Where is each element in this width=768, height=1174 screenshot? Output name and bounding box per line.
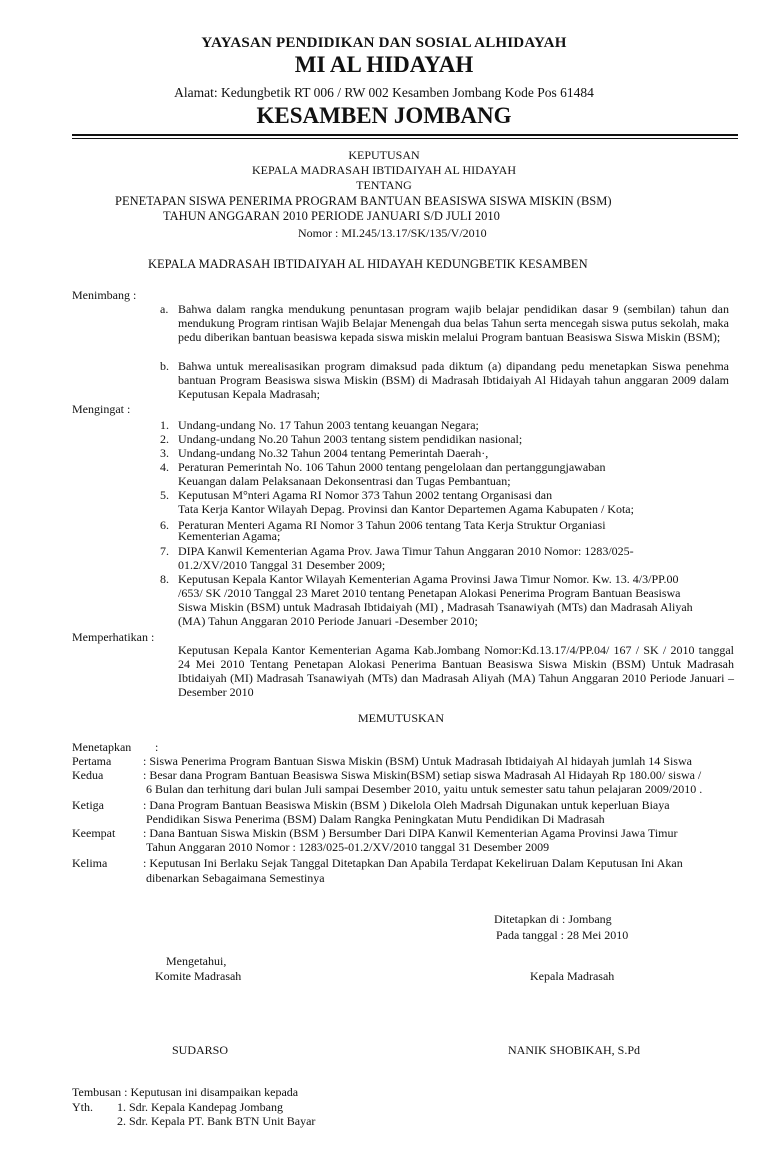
issued-place: Ditetapkan di : Jombang (494, 912, 612, 926)
diktum-label-kedua: Kedua (72, 768, 104, 782)
title-subject: PENETAPAN SISWA PENERIMA PROGRAM BANTUAN BEASISWA SISWA MISKIN (BSM) (115, 194, 612, 208)
title-tentang: TENTANG (356, 178, 412, 192)
diktum-kelima: : Keputusan Ini Berlaku Sejak Tanggal Ditetapkan Dan Apabila Terdapat Kekeliruan Dalam Keputusan Ini Akan (143, 856, 683, 870)
diktum-label-keempat: Keempat (72, 826, 116, 840)
mengingat-item-4: Peraturan Pemerintah No. 106 Tahun 2000 tentang pengelolaan dan pertanggungjawaban (178, 460, 606, 474)
title-keputusan: KEPUTUSAN (348, 148, 420, 162)
menetapkan-label: Menetapkan (72, 740, 132, 754)
diktum-keempat: : Dana Bantuan Siswa Miskin (BSM ) Bersumber Dari DIPA Kanwil Kementerian Agama Provinsi Jawa Timur (143, 826, 678, 840)
school-name: MI AL HIDAYAH (294, 52, 474, 77)
mengingat-item-8: Keputusan Kepala Kantor Wilayah Kementerian Agama Provinsi Jawa Timur Nomor. Kw. 13. 4/3/PP.00 (178, 572, 679, 586)
mengingat-mark-8: 8. (160, 572, 169, 586)
mengingat-item-6: Peraturan Menteri Agama RI Nomor 3 Tahun 2006 tentang Tata Kerja Struktur Organiasi (178, 518, 606, 532)
signature-left-name: SUDARSO (172, 1043, 229, 1057)
header-rule-thick (72, 134, 738, 136)
tembusan-item-2: 2. Sdr. Kepala PT. Bank BTN Unit Bayar (117, 1114, 316, 1128)
mengingat-item-4-cont: Keuangan dalam Pelaksanaan Dekonsentrasi dan Tugas Pembantuan; (178, 474, 511, 488)
menimbang-item-b: Bahwa untuk merealisasikan program dimaksud pada diktum (a) dipandang pedu menetapkan Siswa penehma bantuan Program Beasiswa siswa Miskin (BSM) di Madrasah Ibtidaiyah Al Hidayah tahun anggaran 2009 dalam Keputusan Kepala Madrasah; (178, 359, 729, 401)
diktum-kedua: : Besar dana Program Bantuan Beasiswa Siswa Miskin(BSM) setiap siswa Madrasah Al Hidayah Rp 180.00/ siswa / (143, 768, 702, 782)
mengingat-item-3: Undang-undang No.32 Tahun 2004 tentang Pemerintah Daerah·, (178, 446, 489, 460)
tembusan-heading: Tembusan : Keputusan ini disampaikan kepada (72, 1085, 299, 1099)
diktum-ketiga-cont: Pendidikan Siswa Penerima (BSM) Dalam Rangka Peningkatan Mutu Pendidikan Di Madrasah (146, 812, 605, 826)
mengingat-item-5-cont: Tata Kerja Kantor Wilayah Depag. Provinsi dan Kantor Departemen Agama Kabupaten / Kota; (178, 502, 634, 516)
diktum-label-kelima: Kelima (72, 856, 108, 870)
diktum-pertama: : Siswa Penerima Program Bantuan Siswa Miskin (BSM) Untuk Madrasah Ibtidaiyah Al hidayah jumlah 14 Siswa (143, 754, 692, 768)
decree-number: Nomor : MI.245/13.17/SK/135/V/2010 (298, 226, 487, 240)
diktum-ketiga: : Dana Program Bantuan Beasiswa Miskin (BSM ) Dikelola Oleh Madrsah Digunakan untuk keperluan Biaya (143, 798, 670, 812)
menimbang-mark-b: b. (160, 359, 169, 373)
memperhatikan-label: Memperhatikan : (72, 630, 155, 644)
mengingat-mark-2: 2. (160, 432, 169, 446)
title-issuer-line: KEPALA MADRASAH IBTIDAIYAH AL HIDAYAH (251, 163, 517, 177)
mengingat-item-6-cont: Kementerian Agama; (178, 529, 281, 543)
diktum-label-ketiga: Ketiga (72, 798, 104, 812)
mengingat-mark-6: 6. (160, 518, 169, 532)
mengingat-item-7: DIPA Kanwil Kementerian Agama Prov. Jawa Timur Tahun Anggaran 2010 Nomor: 1283/025- (178, 544, 634, 558)
mengingat-mark-7: 7. (160, 544, 169, 558)
header-rule-thin (72, 138, 738, 139)
diktum-kedua-cont: 6 Bulan dan terhitung dari bulan Juli sampai Desember 2010, yaitu untuk semester satu tahun pelajaran 2009/2010 . (146, 782, 703, 796)
issuer-heading: KEPALA MADRASAH IBTIDAIYAH AL HIDAYAH KEDUNGBETIK KESAMBEN (148, 257, 588, 271)
diktum-keempat-cont: Tahun Anggaran 2010 Nomor : 1283/025-01.2/XV/2010 tanggal 31 Desember 2009 (146, 840, 550, 854)
menetapkan-colon: : (155, 740, 159, 754)
diktum-kelima-cont: dibenarkan Sebagaimana Semestinya (146, 871, 325, 885)
signature-right-name: NANIK SHOBIKAH, S.Pd (508, 1043, 641, 1057)
mengingat-mark-1: 1. (160, 418, 169, 432)
mengingat-item-8-cont-2: Siswa Miskin (BSM) untuk Madrasah Ibtidaiyah (MI) , Madrasah Tsanawiyah (MTs) dan Madrasah Aliyah (178, 600, 693, 614)
mengingat-item-7-cont: 01.2/XV/2010 Tanggal 31 Desember 2009; (178, 558, 386, 572)
mengingat-item-2: Undang-undang No.20 Tahun 2003 tentang sistem pendidikan nasional; (178, 432, 523, 446)
mengingat-item-1: Undang-undang No. 17 Tahun 2003 tentang keuangan Negara; (178, 418, 479, 432)
diktum-label-pertama: Pertama (72, 754, 112, 768)
mengingat-item-8-cont-3: (MA) Tahun Anggaran 2010 Periode Januari -Desember 2010; (178, 614, 478, 628)
mengingat-mark-5: 5. (160, 488, 169, 502)
tembusan-yth: Yth. (72, 1100, 93, 1114)
signature-left-title: Komite Madrasah (155, 969, 242, 983)
school-city: KESAMBEN JOMBANG (256, 103, 512, 128)
signature-right-title: Kepala Madrasah (530, 969, 615, 983)
signature-left-caption: Mengetahui, (166, 954, 227, 968)
school-address: Alamat: Kedungbetik RT 006 / RW 002 Kesamben Jombang Kode Pos 61484 (174, 85, 594, 100)
mengingat-item-8-cont-1: /653/ SK /2010 Tanggal 23 Maret 2010 tentang Penetapan Alokasi Penerima Program Bantuan Beasiswa (178, 586, 681, 600)
menimbang-label: Menimbang : (72, 288, 137, 302)
mengingat-item-5: Keputusan M°nteri Agama RI Nomor 373 Tahun 2002 tentang Organisasi dan (178, 488, 553, 502)
mengingat-mark-3: 3. (160, 446, 169, 460)
mengingat-mark-4: 4. (160, 460, 169, 474)
menimbang-item-a: Bahwa dalam rangka mendukung penuntasan program wajib belajar pendidikan dasar 9 (sembilan) tahun dan mendukung Program rintisan Wajib Belajar Menengah dua belas Tahun serta mencegah siswa putus sekolah, maka pedu diberikan bantuan beasiswa kepada siswa miskin melalui Program bantuan Beasiswa Siswa Miskin (BSM); (178, 302, 729, 344)
tembusan-item-1: 1. Sdr. Kepala Kandepag Jombang (117, 1100, 283, 1114)
title-period: TAHUN ANGGARAN 2010 PERIODE JANUARI S/D JULI 2010 (163, 209, 500, 223)
memutuskan-heading: MEMUTUSKAN (358, 711, 445, 725)
mengingat-label: Mengingat : (72, 402, 131, 416)
memperhatikan-text: Keputusan Kepala Kantor Kementerian Agama Kab.Jombang Nomor:Kd.13.17/4/PP.04/ 167 / SK / 2010 tanggal 24 Mei 2010 Tentang Penetapan Alokasi Penerima Bantuan Beasiswa Siswa Miskin (BSM) Untuk Madrasah Ibtidaiyah (MI) Madrasah Tsanawiyah (MTs) dan Madrasah Aliyah (MA) Tahun Anggaran 2010 Periode Januari –Desember 2010 (178, 643, 734, 699)
menimbang-mark-a: a. (160, 302, 169, 316)
issued-date: Pada tanggal : 28 Mei 2010 (496, 928, 629, 942)
foundation-name: YAYASAN PENDIDIKAN DAN SOSIAL ALHIDAYAH (201, 35, 567, 51)
